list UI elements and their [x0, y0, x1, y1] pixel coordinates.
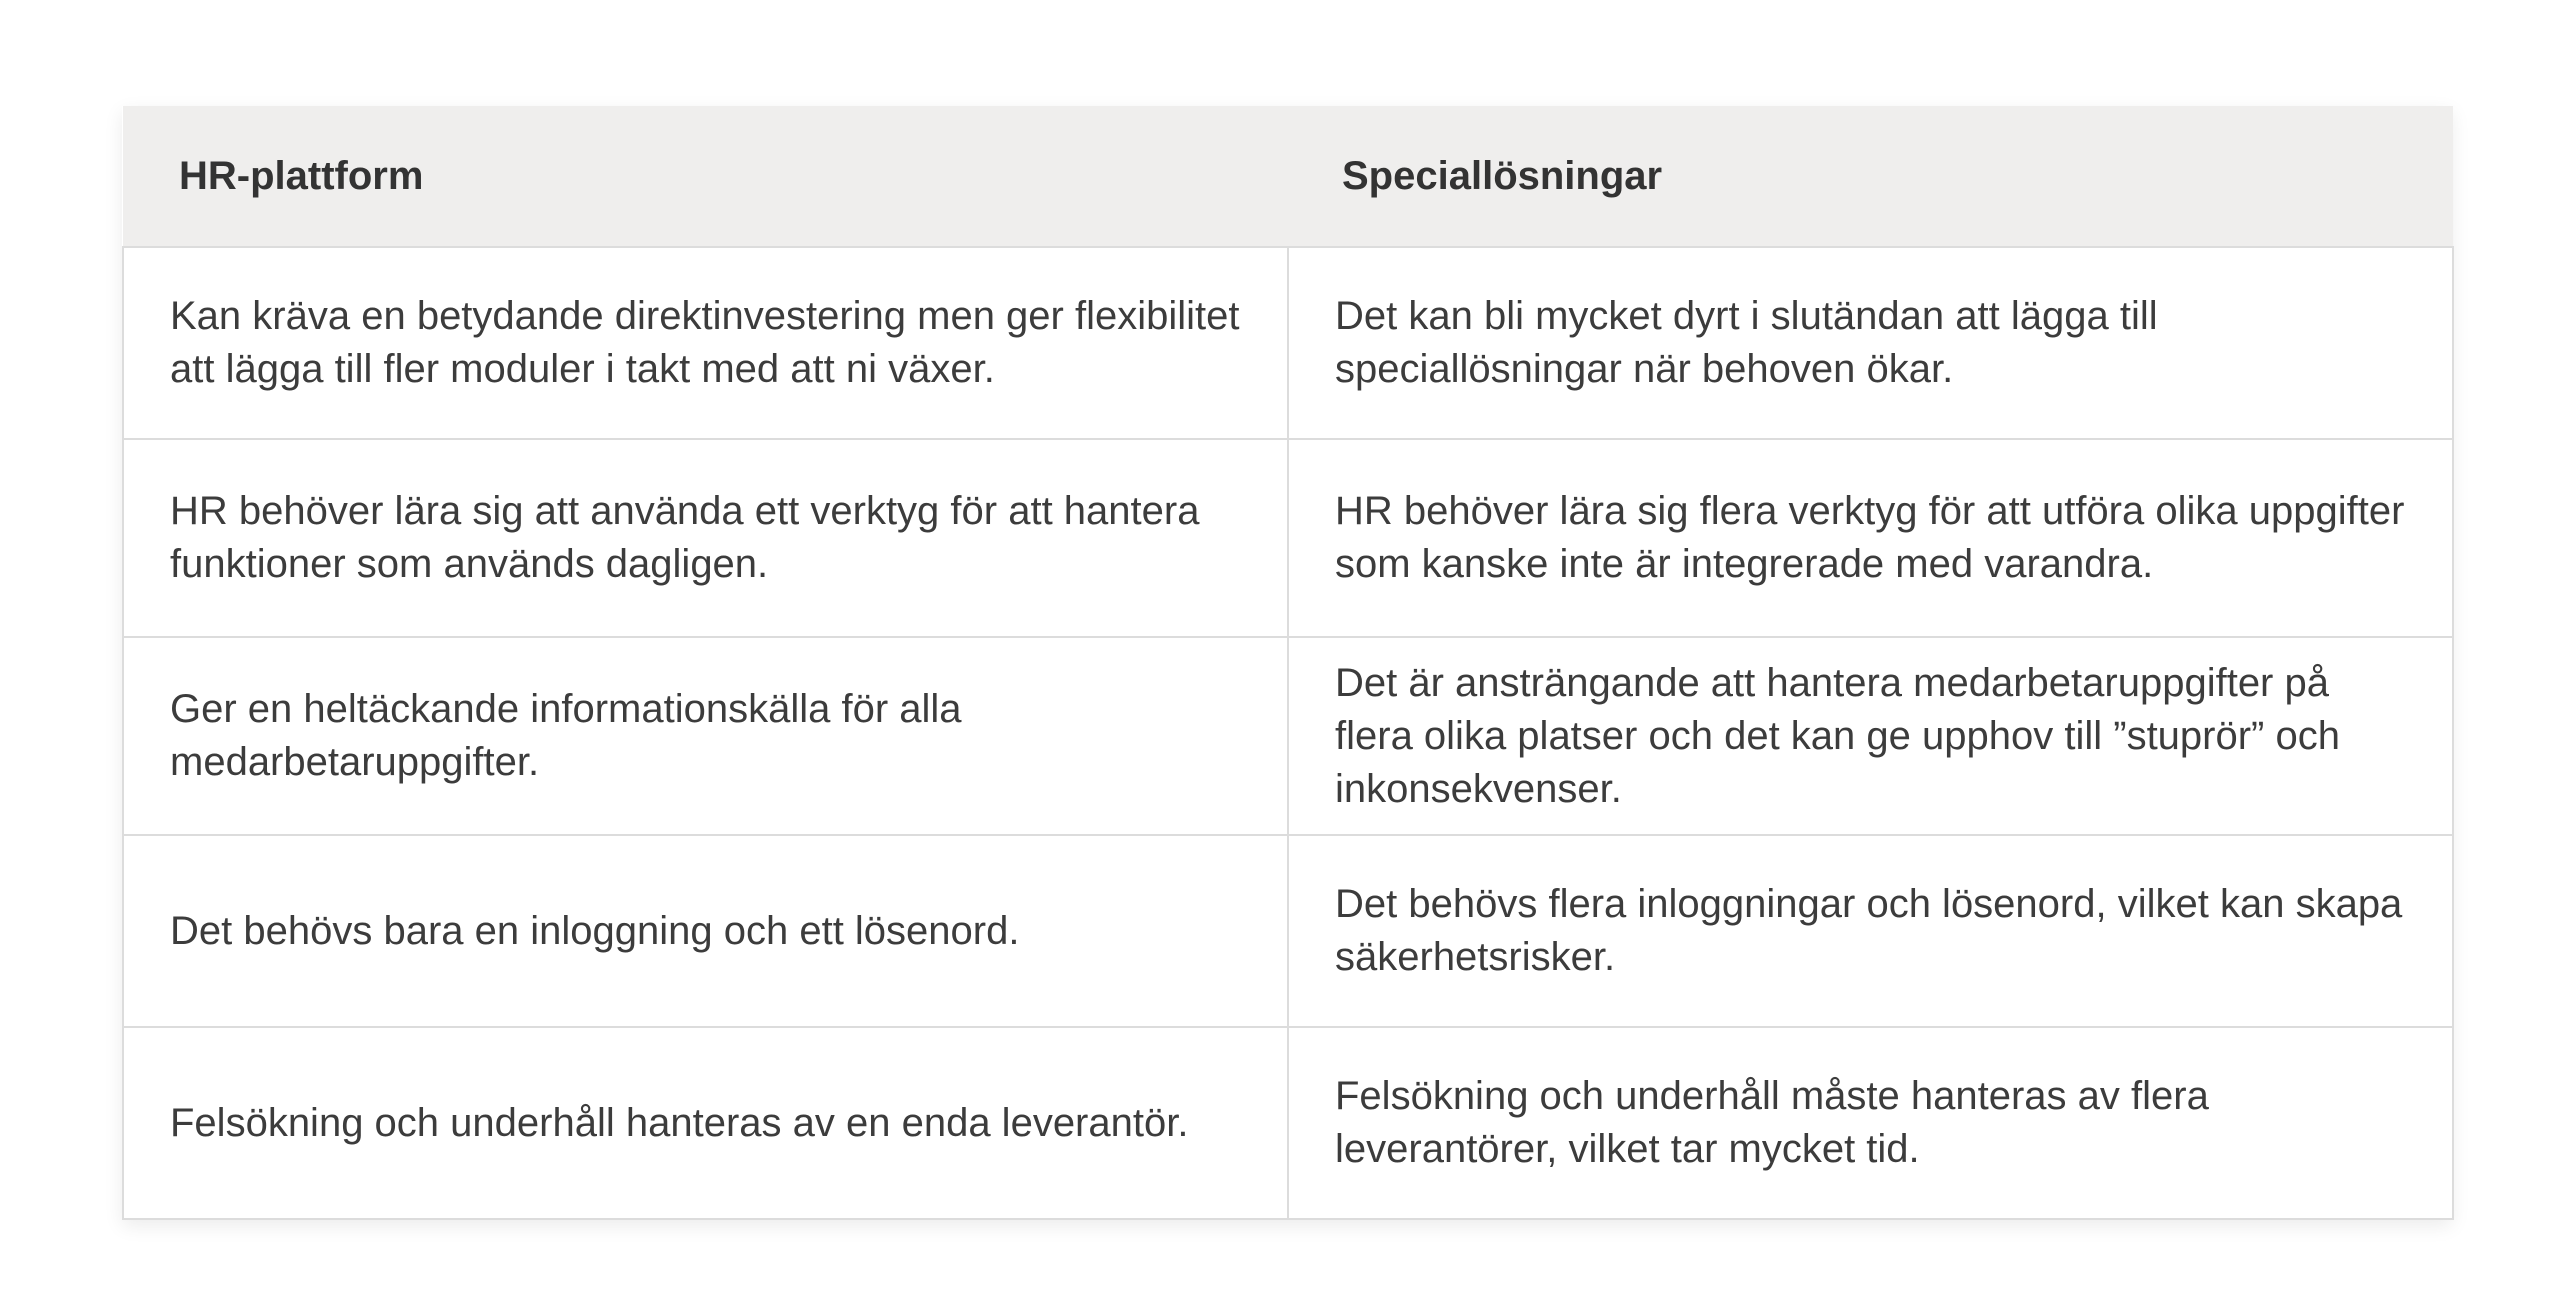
table-cell: Felsökning och underhåll hanteras av en enda leverantör.	[123, 1027, 1288, 1219]
header-special-solutions: Speciallösningar	[1288, 106, 2453, 247]
comparison-table-grid	[122, 106, 2454, 1220]
table-cell: Felsökning och underhåll måste hanteras av flera leverantörer, vilket tar mycket tid.	[1288, 1027, 2453, 1219]
table-cell: Ger en heltäckande informationskälla för alla medarbetaruppgifter.	[123, 637, 1288, 835]
table-cell: HR behöver lära sig att använda ett verktyg för att hantera funktioner som används dagligen.	[123, 439, 1288, 637]
comparison-table	[122, 106, 2452, 1220]
table-cell: Det behövs bara en inloggning och ett lösenord.	[123, 835, 1288, 1027]
table-row	[123, 439, 2453, 637]
table-cell: Det behövs flera inloggningar och lösenord, vilket kan skapa säkerhetsrisker.	[1288, 835, 2453, 1027]
header-row	[123, 106, 2453, 247]
table-cell: HR behöver lära sig flera verktyg för att utföra olika uppgifter som kanske inte är integrerade med varandra.	[1288, 439, 2453, 637]
table-row	[123, 1027, 2453, 1219]
table-row	[123, 835, 2453, 1027]
table-cell: Det är ansträngande att hantera medarbetaruppgifter på flera olika platser och det kan ge upphov till ”stuprör” och inkonsekvenser.	[1288, 637, 2453, 835]
table-body	[123, 247, 2453, 1219]
header-hr-platform: HR-plattform	[123, 106, 1288, 247]
table-row	[123, 247, 2453, 439]
table-cell: Det kan bli mycket dyrt i slutändan att lägga till speciallösningar när behoven ökar.	[1288, 247, 2453, 439]
table-cell: Kan kräva en betydande direktinvestering men ger flexibilitet att lägga till fler moduler i takt med att ni växer.	[123, 247, 1288, 439]
table-row	[123, 637, 2453, 835]
table-header	[123, 106, 2453, 247]
